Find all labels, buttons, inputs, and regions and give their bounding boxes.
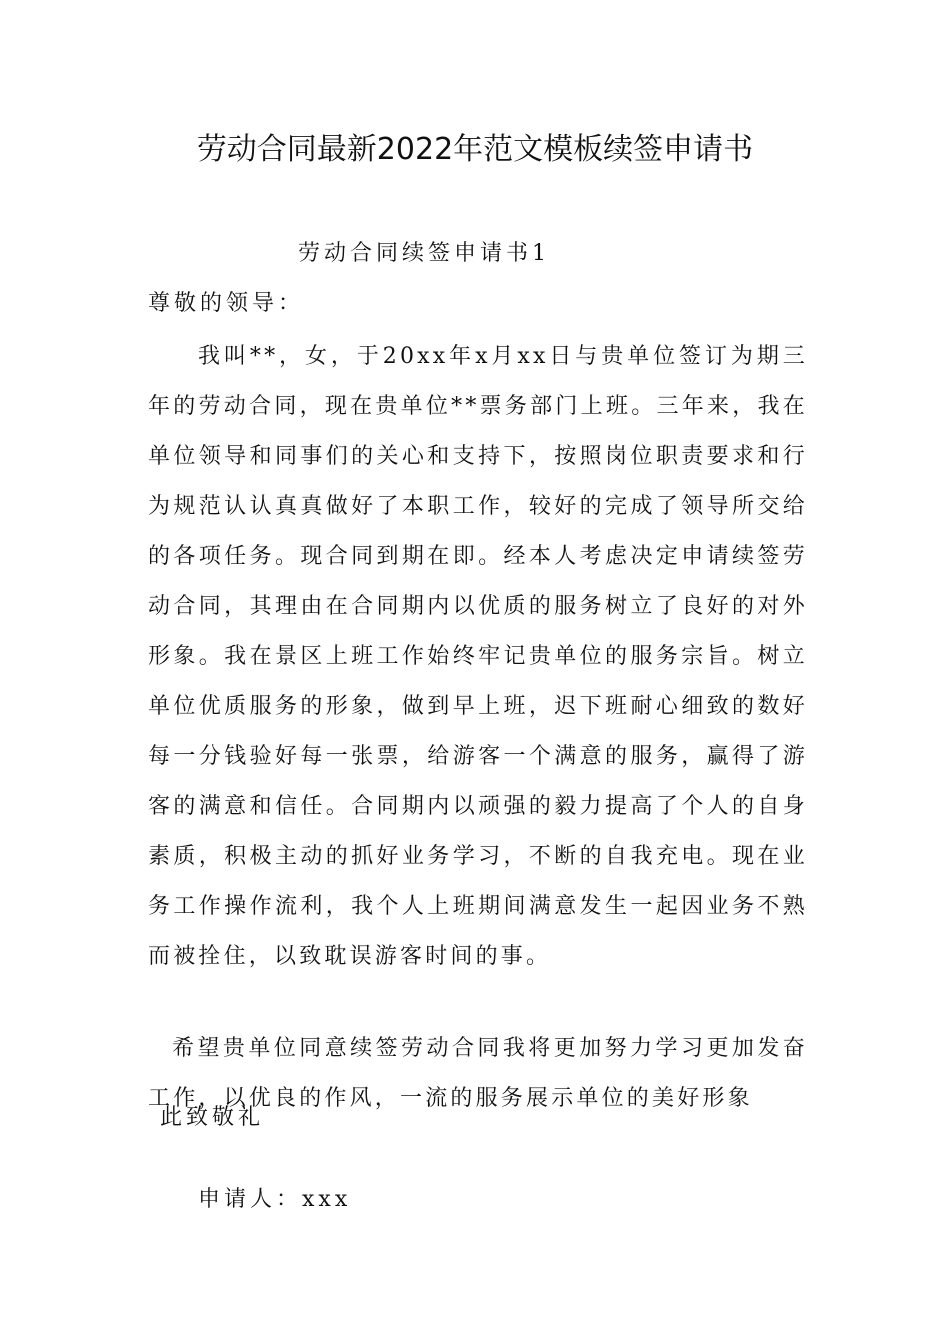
- body-paragraph-2: 希望贵单位同意续签劳动合同我将更加努力学习更加发奋工作，以优良的作风，一流的服务展示单位的美好形象: [148, 1036, 808, 1111]
- applicant-line: 申请人：xxx: [198, 1187, 352, 1212]
- body-paragraph-1: 我叫**，女，于20xx年x月xx日与贵单位签订为期三年的劳动合同，现在贵单位**票务部门上班。三年来，我在单位领导和同事们的关心和支持下，按照岗位职责要求和行为规范认认真真做好了本职工作，较好的完成了领导所交给的各项任务。现合同到期在即。经本人考虑决定申请续签劳动合同，其理由在合同期内以优质的服务树立了良好的对外形象。我在景区上班工作始终牢记贵单位的服务宗旨。树立单位优质服务的形象，做到早上班，迟下班耐心细致的数好每一分钱验好每一张票，给游客一个满意的服务，赢得了游客的满意和信任。合同期内以顽强的毅力提高了个人的自身素质，积极主动的抓好业务学习，不断的自我充电。现在业务工作操作流利，我个人上班期间满意发生一起因业务不熟而被拴住，以致耽误游客时间的事。: [148, 344, 808, 969]
- salutation: 尊敬的领导：: [148, 291, 305, 316]
- section-title: 劳动合同续签申请书1: [298, 241, 550, 266]
- closing-line: 此致敬礼: [160, 1105, 265, 1130]
- document-title: 劳动合同最新2022年范文模板续签申请书: [196, 132, 754, 167]
